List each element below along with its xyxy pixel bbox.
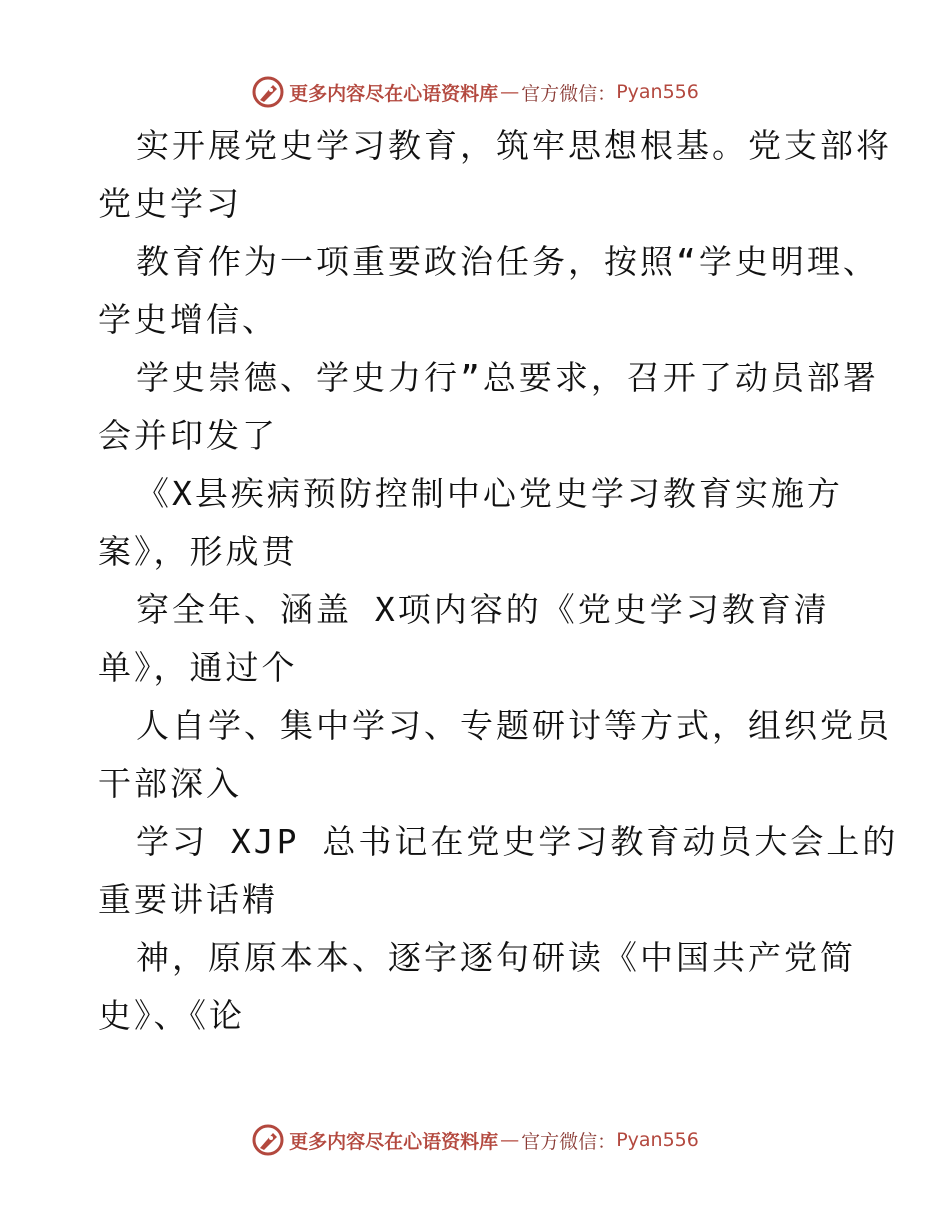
body-line: 案》，形成贯	[98, 532, 298, 571]
body-line: 神，原原本本、逐字逐句研读《中国共产党简	[136, 938, 856, 977]
header-watermark	[0, 72, 950, 112]
body-line: 《X县疾病预防控制中心党史学习教育实施方	[136, 474, 843, 513]
pen-nib-circle-icon	[251, 75, 285, 109]
watermark-dash: —	[500, 81, 520, 103]
watermark-id: Pyan556	[616, 81, 699, 103]
body-line: 穿全年、涵盖 X项内容的《党史学习教育清	[136, 590, 830, 629]
body-line: 重要讲话精	[98, 880, 278, 919]
body-line: 人自学、集中学习、专题研讨等方式，组织党员	[136, 706, 892, 745]
body-line: 史》、《论	[98, 996, 245, 1035]
body-line: 会并印发了	[98, 416, 278, 455]
body-line: 学习 XJP 总书记在党史学习教育动员大会上的	[136, 822, 899, 861]
watermark-dash: —	[500, 1129, 520, 1151]
pen-nib-circle-icon	[251, 1123, 285, 1157]
body-line: 学史增信、	[98, 300, 278, 339]
body-line: 教育作为一项重要政治任务，按照“学史明理、	[136, 242, 879, 281]
watermark-brand: 更多内容尽在心语资料库	[289, 82, 499, 105]
body-line: 党史学习	[98, 184, 242, 223]
watermark-id: Pyan556	[616, 1129, 699, 1151]
footer-watermark	[0, 1120, 950, 1160]
watermark-label: 官方微信：	[521, 1130, 617, 1153]
body-line: 干部深入	[98, 764, 242, 803]
body-line: 学史崇德、学史力行”总要求，召开了动员部署	[136, 358, 879, 397]
watermark-label: 官方微信：	[521, 82, 617, 105]
body-line: 单》，通过个	[98, 648, 298, 687]
watermark-brand: 更多内容尽在心语资料库	[289, 1130, 499, 1153]
body-line: 实开展党史学习教育，筑牢思想根基。党支部将	[136, 126, 892, 165]
document-body	[98, 117, 898, 1045]
